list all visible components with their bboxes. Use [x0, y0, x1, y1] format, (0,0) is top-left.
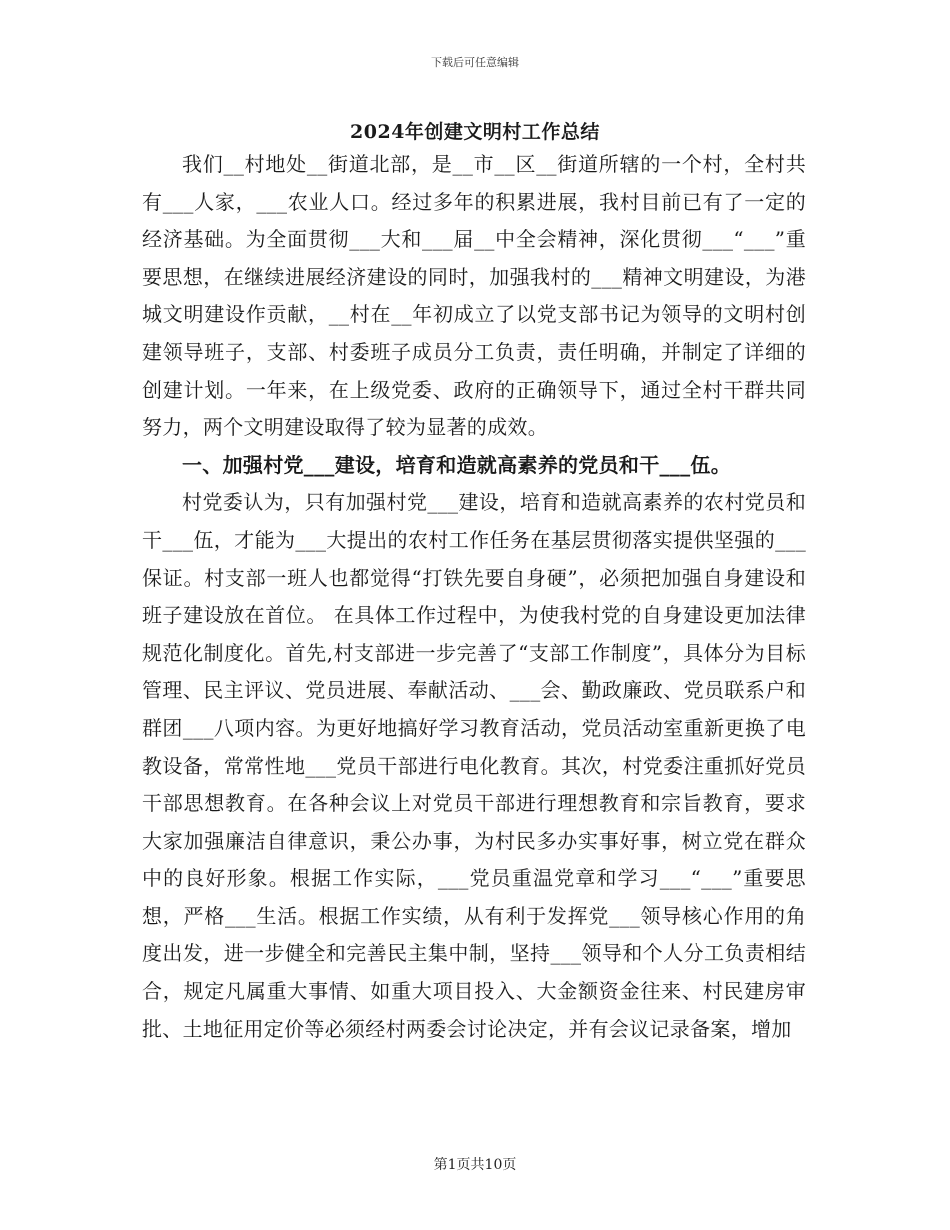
section-1-paragraph: 村党委认为，只有加强村党___建设，培育和造就高素养的农村党员和干___伍，才能为___大提出的农村工作任务在基层贯彻落实提供坚强的___保证。村支部一班人也都觉得“打铁先要自身硬”，必须把加强自身建设和班子建设放在首位。 在具体工作过程中，为使我村党的自身建设更加法律规范化制度化。首先,村支部进一步完善了“支部工作制度”，具体分为目标管理、民主评议、党员进展、奉献活动、___会、勤政廉政、党员联系户和群团___八项内容。为更好地搞好学习教育活动，党员活动室重新更换了电教设备，常常性地___党员干部进行电化教育。其次，村党委注重抓好党员干部思想教育。在各种会议上对党员干部进行理想教育和宗旨教育，要求大家加强廉洁自律意识，秉公办事，为村民多办实事好事，树立党在群众中的良好形象。根据工作实际，___党员重温党章和学习___“___”重要思想，严格___生活。根据工作实绩，从有利于发挥党___领导核心作用的角度出发，进一步健全和完善民主集中制，坚持___领导和个人分工负责相结合，规定凡属重大事情、如重大项目投入、大金额资金往来、村民建房审批、土地征用定价等必须经村两委会讨论决定，并有会议记录备案，增加 — [142, 490, 806, 1041]
document-body — [142, 146, 806, 1048]
intro-paragraph: 我们__村地处__街道北部，是__市__区__街道所辖的一个村，全村共有___人家，___农业人口。经过多年的积累进展，我村目前已有了一定的经济基础。为全面贯彻___大和___届__中全会精神，深化贯彻___“___”重要思想，在继续进展经济建设的同时，加强我村的___精神文明建设，为港城文明建设作贡献，__村在__年初成立了以党支部书记为领导的文明村创建领导班子，支部、村委班子成员分工负责，责任明确，并制定了详细的创建计划。一年来，在上级党委、政府的正确领导下，通过全村干群共同努力，两个文明建设取得了较为显著的成效。 — [142, 152, 806, 440]
section-1-heading: 一、加强村党___建设，培育和造就高素养的党员和干___伍。 — [182, 452, 731, 477]
page-number: 第1页共10页 — [433, 1157, 517, 1173]
document-title: 2024年创建文明村工作总结 — [350, 121, 600, 143]
page-header-note: 下载后可任意编辑 — [431, 56, 519, 69]
